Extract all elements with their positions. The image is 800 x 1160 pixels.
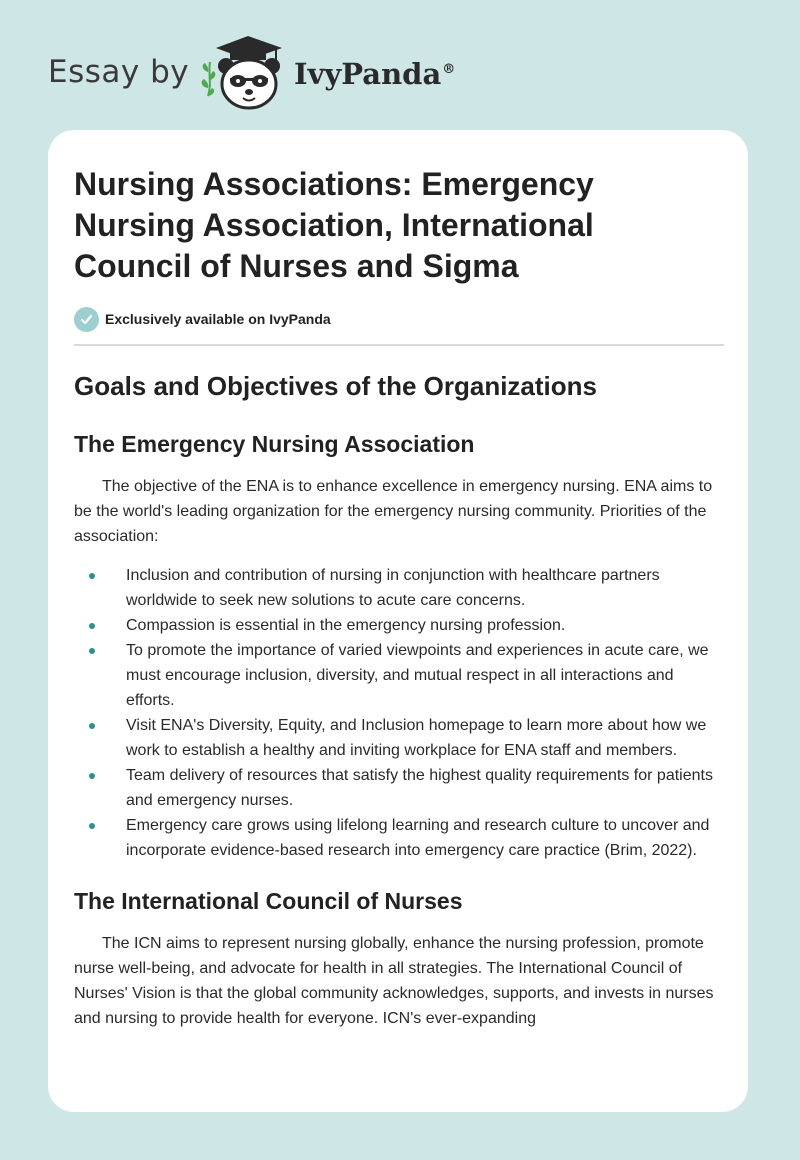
list-item xyxy=(74,563,724,613)
ena-priorities-list xyxy=(74,563,724,863)
list-item-text: To promote the importance of varied viewpoints and experiences in acute care, we must encourage inclusion, diversity, and mutual respect in all interactions and efforts. xyxy=(126,642,709,709)
bullet-icon xyxy=(89,623,95,629)
page-title: Nursing Associations: Emergency Nursing Association, International Council of Nurses and Sigma xyxy=(74,166,594,284)
title-divider xyxy=(74,344,724,346)
article-card xyxy=(48,130,748,1112)
list-item xyxy=(74,638,724,713)
list-item xyxy=(74,763,724,813)
article-content xyxy=(74,366,724,1031)
list-item-text: Team delivery of resources that satisfy the highest quality requirements for patients and emergency nurses. xyxy=(126,767,713,809)
site-header xyxy=(0,0,800,130)
list-item-text: Compassion is essential in the emergency nursing profession. xyxy=(126,617,566,634)
icn-heading: The International Council of Nurses xyxy=(74,888,463,914)
bullet-icon xyxy=(89,573,95,579)
icn-intro-paragraph: The ICN aims to represent nursing globally, enhance the nursing profession, promote nurse well-being, and advocate for health in all strategies. The International Council of Nurses' Vision is that the global community acknowledges, supports, and invests in nurses and nursing to provide health for everyone. ICN's ever-expanding xyxy=(74,935,714,1027)
brand-label: IvyPanda xyxy=(294,57,442,91)
ena-intro-paragraph: The objective of the ENA is to enhance excellence in emergency nursing. ENA aims to be the world's leading organization for the emergency nursing community. Priorities of the association: xyxy=(74,478,713,545)
list-item-text: Inclusion and contribution of nursing in conjunction with healthcare partners worldwide to seek new solutions to acute care concerns. xyxy=(126,567,660,609)
list-item-text: Visit ENA's Diversity, Equity, and Inclusion homepage to learn more about how we work to establish a healthy and inviting workplace for ENA staff and members. xyxy=(126,717,707,759)
bullet-icon xyxy=(89,773,95,779)
panda-graduate-icon[interactable] xyxy=(196,32,292,112)
bullet-icon xyxy=(89,723,95,729)
section-heading: Goals and Objectives of the Organizations xyxy=(74,371,597,401)
list-item xyxy=(74,713,724,763)
ivy-leaf-icon xyxy=(202,62,216,96)
brand-name[interactable] xyxy=(294,54,455,94)
bullet-icon xyxy=(89,823,95,829)
essay-by-label: Essay by xyxy=(48,54,190,90)
registered-mark: ® xyxy=(442,62,456,77)
bullet-icon xyxy=(89,648,95,654)
exclusive-badge-text: Exclusively available on IvyPanda xyxy=(105,311,331,327)
list-item xyxy=(74,813,724,863)
list-item xyxy=(74,613,724,638)
ena-heading: The Emergency Nursing Association xyxy=(74,431,475,457)
exclusive-badge xyxy=(74,306,331,332)
list-item-text: Emergency care grows using lifelong learning and research culture to uncover and incorporate evidence-based research into emergency care practice (Brim, 2022). xyxy=(126,817,710,859)
check-icon xyxy=(74,307,99,332)
